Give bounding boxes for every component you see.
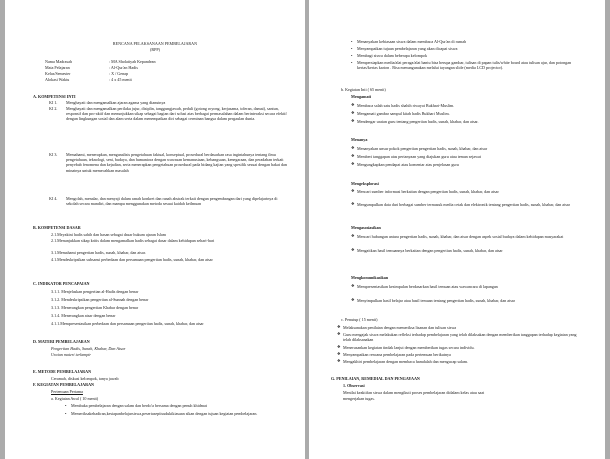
- mengamati-heading: Mengamati: [351, 94, 372, 99]
- info-label: Kelas/Semester: [45, 71, 71, 76]
- mengeksplorasi-heading: Mengeksplorasi: [351, 181, 379, 186]
- info-value: : X / Genap: [109, 71, 128, 76]
- info-value: : 4 x 45 menit: [109, 77, 132, 82]
- observasi-line: Menilai keaktifan siswa dalam mengikuti proses pembelajaran didalam kelas atau saat: [343, 390, 485, 395]
- ki-code: KI 1.: [49, 100, 58, 105]
- awal-bullet: • Mempersiapkan media/alat peraga/alat bantu bisa berupa gambar, tulisan di papan tulis/white board atau tulisan ajar, dan potongan kertas/kertas karton . Bisa menungunakan melalui tayangan slide (media LCD projector).: [357, 60, 583, 70]
- indikator-item: 4.1.1.Mempresentasikan perbedaan dan persamaan pengertian hadis, sunah, khabar, dan atsar: [51, 321, 204, 326]
- kd-item: 2.1.Menunjukkan sikap kritis dalam mengamalkan hadis sebagai dasar dalam kehidupan sehari-hari: [51, 238, 215, 243]
- indikator-item: 3.1.3. Menerangkan pengertian Khabar dengan benar: [51, 305, 139, 310]
- inti-bullet: ❖ Mencari sumber informasi berkaitan dengan pengertian hadis, sunah, khabar, dan atsar: [357, 189, 583, 194]
- materi-line: Uraian materi terlampir: [51, 352, 92, 357]
- indikator-item: 3.1.1. Menjelaskan pengertian al-Hadis dengan benar: [51, 289, 139, 294]
- inti-bullet: ❖ Mengumpulkan data dari berbagai sumber termasuk media cetak dan elektronik tentang pengertian hadis, sunah, khabar, dan atsar: [357, 202, 583, 207]
- ki-text: Menghayati dan mengamalkan ajaran agama yang dianutnya: [66, 100, 166, 105]
- document-page-right: [309, 0, 605, 459]
- kd-item: 4.1.Mendeskripsikan subsansi perbedaan dan persamaan pengertian hadis, sunah, khabar, dan atsar: [51, 257, 213, 262]
- section-f-heading: F. KEGIATAN PEMBELAJARAN: [33, 382, 94, 387]
- inti-bullet: ❖ Menanyakan unsur pokok pengertian pengertian hadis, sunah, khabar, dan atsar: [357, 146, 487, 151]
- indikator-item: 3.1.4. Menerangkan atsar dengan benar: [51, 313, 116, 318]
- menanya-heading: Menanya: [351, 137, 368, 142]
- observasi-heading: 1. Observasi: [343, 383, 365, 388]
- ki-code: KI 3.: [49, 152, 58, 157]
- section-d-heading: D. MATERI PEMBELAJARAN: [33, 339, 90, 344]
- ki-code: KI 4.: [49, 196, 58, 201]
- document-page-left: [5, 0, 305, 459]
- info-label: Alokasi Waktu: [45, 77, 70, 82]
- indikator-item: 3.1.2. Mendeskripsikan pengertian al-Sunnah dengan benar: [51, 297, 149, 302]
- pertemuan-label: Pertemuan Pertama: [51, 389, 83, 394]
- penutup-heading: c. Penutup ( 15 menit): [341, 317, 378, 322]
- penutup-bullet: ❖ Melaksanakan penilaian dengan memeriksa lisanan dan tulisan siswa: [343, 325, 456, 330]
- ki-text: Mengolah, menalar, dan menyaji dalam ranah konkret dan ranah abstrak terkait dengan pengembangan dari yang dipelajarinya di sekolah secara mandiri, dan mampu menggunakan metoda sesuai kaidah keilmuan: [66, 196, 278, 207]
- inti-bullet: ❖ Mendengar uraian guru tentang pengertian hadis, sunah, khabar, dan atsar.: [357, 119, 479, 124]
- inti-bullet: ❖ Memberi tanggapan atas pertanyaan yang diajukan guru atau teman sejawat: [357, 154, 481, 159]
- materi-line: Pengertian Hadis, Sunah, Khabar, Dan Atsar: [51, 346, 126, 351]
- inti-bullet: ❖ Mempresentasikan kesimpulan berdasarkan hasil temuan atau wawancara di lapangan: [357, 284, 583, 289]
- inti-bullet: ❖ Mengungkapkan pendapat atau komentar atas penjelasan guru: [357, 162, 459, 167]
- rpp-subtitle: (RPP): [149, 47, 160, 52]
- rpp-title: RENCANA PELAKSANAAN PEMBELAJARAN: [112, 41, 198, 46]
- awal-bullet: • Memeriksakehadiran,kesiapanbelajarsiswa,pesertaseptisudukikiasaan sikan dengan tujuan kegiatan pembelajaran.: [71, 411, 271, 416]
- info-value: : MA Sholatiyah Kepandean: [109, 59, 156, 64]
- section-c-heading: C. INDIKATOR PENCAPAIAN: [33, 281, 90, 286]
- awal-bullet: • Menyampaikan tujuan pembelajaran yang akan dicapai siswa: [357, 46, 458, 51]
- info-label: Nama Madrasah: [45, 59, 72, 64]
- inti-bullet: ❖ Mengamati gambar sampul kitab hadis Bukhari Muslim.: [357, 111, 450, 116]
- penutup-bullet: ❖ Menyampaikan rencana pembelajaran pada pertemuan berikutnya: [343, 352, 451, 357]
- metode-line: Ceramah, diskusi kelompok, tanya jawab: [51, 376, 119, 381]
- section-a-heading: A. KOMPETENSI INTI: [33, 94, 76, 99]
- mengasosiasikan-heading: Mengasosiasikan: [351, 225, 381, 230]
- awal-bullet: • Membuka pembelajaran dengan salam dan berdo'a bersama dengan penuh khidmat: [71, 403, 207, 408]
- inti-bullet: ❖ Menyimpulkan hasil belajar atau hasil temuan tentang pengertian hadis, sunah, khabar, dan atsar: [357, 298, 583, 303]
- ki-text: Memahami, menerapkan, menganalisis pengetahuan faktual, konseptual, prosedural berdasarkan rasa ingintahunya tentang ilmu pengetahuan, teknologi, seni, budaya, dan humaniora dengan wawasan kemanusiaan, kebangsaan, kenegaraan, dan peradaban terkait penyebab fenomena dan kejadian, serta menerapkan pengetahuan prosedural pada bidang kajian yang spesifik sesuai dengan bakat dan minatnya untuk memecahkan masalah: [66, 152, 287, 173]
- awal-bullet: • Menanyakan kebiasaan siswa dalam membaca Al-Qur'an di rumah: [357, 39, 466, 44]
- section-g-heading: G. PENILAIAN, REMEDIAL DAN PENGAYAAN: [331, 376, 420, 381]
- inti-bullet: ❖ Membaca salah satu hadis shahih riwayat Bukhari-Muslim.: [357, 103, 454, 108]
- penutup-bullet: ❖ Guru mengajak siswa melakukan refleksi terhadap pembelajaran yang telah dilaksakan dengan memberikan tanggapan terhadap kegiatan yang telah dilaksanakan: [343, 332, 583, 342]
- mengkomunikasikan-heading: Mengkomunikasikan: [351, 275, 389, 280]
- info-value: : Al-Qur'an Hadis: [109, 65, 138, 70]
- kd-item: 2.1.Meyakini hadis sahih dan hasan sebagai dasar hukum ajaran Islam: [51, 232, 166, 237]
- ki-code: KI 2.: [49, 106, 58, 111]
- section-e-heading: E. METODE PEMBELAJARAN: [33, 369, 92, 374]
- ki-text: Menghayati dan mengamalkan perilaku jujur, disiplin, tanggungjawab, peduli (gotong royong, kerjasama, toleran, damai), santun, responsif dan pro-aktif dan menunjukkan sikap sebagai bagian dari solusi atas berbagai permasalahan dalam berinteraksi secara efektif dengan lingkungan sosial dan alam serta dalam menempatkan diri sebagai cerminan bangsa dalam pergaulan dunia.: [66, 106, 287, 122]
- kegiatan-inti-heading: b. Kegiatan Inti ( 65 menit): [341, 87, 386, 92]
- kd-item: 3.1.Memahami pengertian hadis, sunah, khabar, dan atsar.: [51, 250, 146, 255]
- inti-bullet: ❖ Mencari hubungan antara pengertian hadis, sunah, khabar, dan atsar dengan aspek sosial budaya dalam kehidupan masyarakat: [357, 234, 583, 239]
- kegiatan-awal-heading: a. Kegiatan Awal ( 10 menit): [51, 396, 99, 401]
- observasi-line: mengerjakan tugas.: [343, 396, 375, 401]
- info-label: Mata Pelajaran: [45, 65, 70, 70]
- awal-bullet: • Membagi siswa dalam beberapa kelompok: [357, 53, 427, 58]
- penutup-bullet: ❖ Menerusankan kegiatan tindak lanjut dengan memberikan tugas secara individu.: [343, 345, 475, 350]
- section-b-heading: B. KOMPETENSI DASAR: [33, 225, 81, 230]
- inti-bullet: ❖ Mengaitkan hasil temuannya berkaitan dengan pengertian hadis, sunah, khabar, dan atsar: [357, 248, 583, 253]
- penutup-bullet: ❖ Mengakhiri pembelajaran dengan membaca hamdalah dan mengucap salam.: [343, 359, 468, 364]
